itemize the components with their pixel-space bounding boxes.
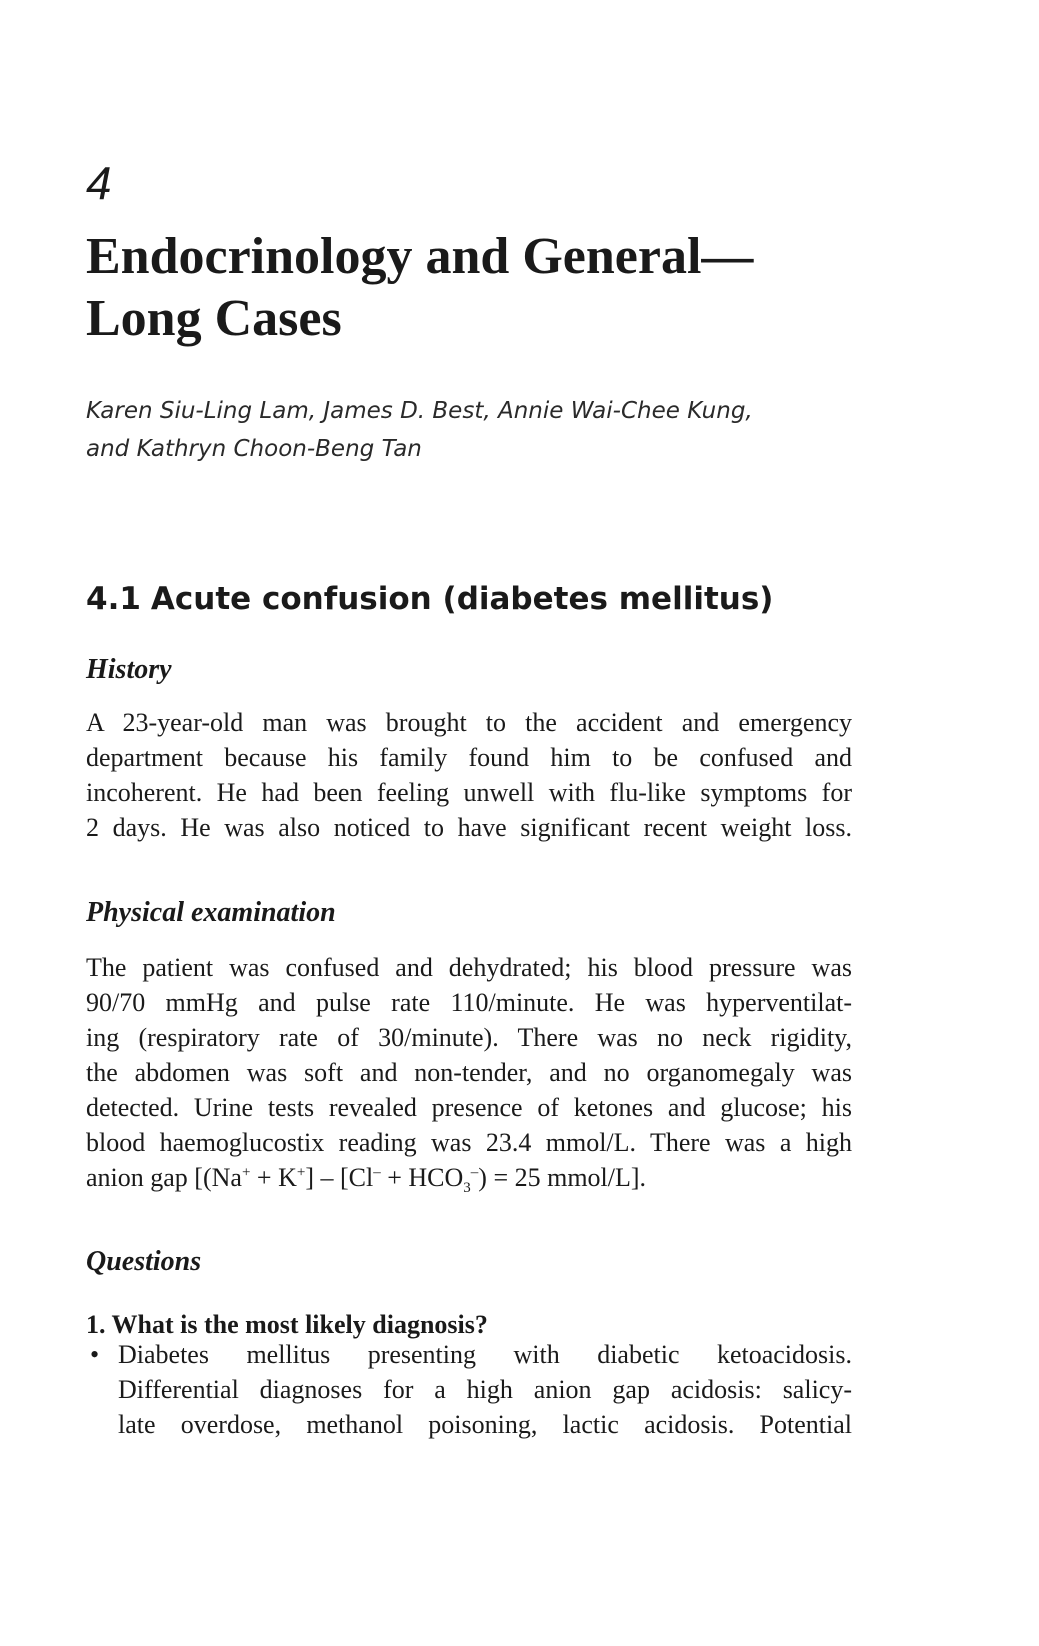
text-line: A 23-year-old man was brought to the accident and emergency <box>86 708 852 737</box>
text-line: 90/70 mmHg and pulse rate 110/minute. He was hyperventilat- <box>86 988 852 1017</box>
formula-text: + HCO <box>380 1163 464 1192</box>
answer-1 <box>118 1337 852 1442</box>
formula-sup: + <box>296 1164 306 1181</box>
formula-sup: – <box>470 1164 479 1181</box>
text-line: ing (respiratory rate of 30/minute). There was no neck rigidity, <box>86 1023 852 1052</box>
exam-paragraph <box>86 950 852 1195</box>
questions-heading: Questions <box>86 1246 202 1277</box>
formula-sup: + <box>241 1164 251 1181</box>
text-line: 2 days. He was also noticed to have significant recent weight loss. <box>86 813 852 842</box>
chapter-authors <box>86 392 946 468</box>
text-line: incoherent. He had been feeling unwell with flu-like symptoms for <box>86 778 852 807</box>
formula-text: anion gap [(Na <box>86 1163 242 1192</box>
chapter-number: 4 <box>86 157 112 209</box>
text-line: The patient was confused and dehydrated; his blood pressure was <box>86 953 852 982</box>
text-line: Differential diagnoses for a high anion gap acidosis: salicy- <box>118 1375 852 1404</box>
section-heading <box>86 576 773 622</box>
history-heading: History <box>86 654 172 685</box>
text-line: blood haemoglucostix reading was 23.4 mmol/L. There was a high <box>86 1128 852 1157</box>
authors-line: and Kathryn Choon-Beng Tan <box>86 436 422 462</box>
chapter-title-line: Endocrinology and General— <box>86 228 754 285</box>
chapter-title-line: Long Cases <box>86 290 342 347</box>
question-1: 1. What is the most likely diagnosis? <box>86 1310 488 1339</box>
text-line: department because his family found him to be confused and <box>86 743 852 772</box>
formula-sub: 3 <box>463 1180 471 1197</box>
section-title: Acute confusion (diabetes mellitus) <box>150 581 774 617</box>
formula-text: ) = 25 mmol/L]. <box>478 1163 647 1192</box>
formula-text: ] – [Cl <box>305 1163 374 1192</box>
formula-text: + K <box>250 1163 297 1192</box>
authors-line: Karen Siu-Ling Lam, James D. Best, Annie Wai-Chee Kung, <box>86 398 753 424</box>
anion-gap-line <box>86 1160 852 1195</box>
chapter-title <box>86 226 946 350</box>
text-line: Diabetes mellitus presenting with diabetic ketoacidosis. <box>118 1340 852 1369</box>
text-line: the abdomen was soft and non-tender, and no organomegaly was <box>86 1058 852 1087</box>
history-paragraph <box>86 705 852 845</box>
section-number: 4.1 <box>86 581 141 617</box>
exam-heading: Physical examination <box>86 897 336 928</box>
text-line: late overdose, methanol poisoning, lactic acidosis. Potential <box>118 1410 852 1439</box>
formula-sup: – <box>373 1164 381 1181</box>
text-line: detected. Urine tests revealed presence of ketones and glucose; his <box>86 1093 852 1122</box>
bullet: • <box>90 1340 100 1369</box>
